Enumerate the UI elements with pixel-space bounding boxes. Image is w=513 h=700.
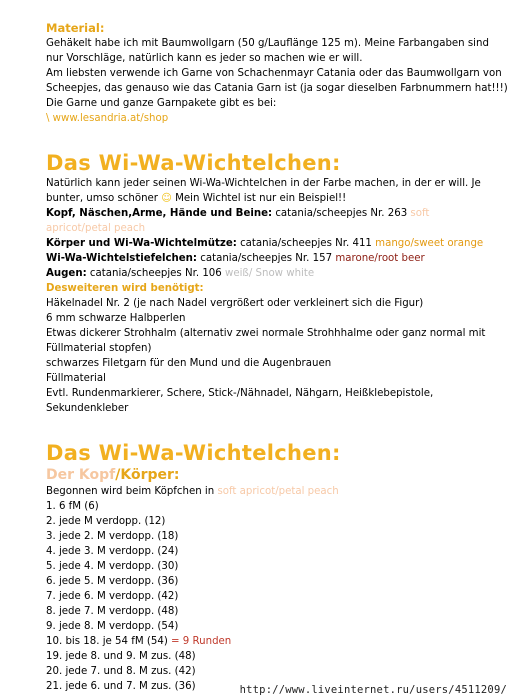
intro-line-2 xyxy=(46,191,486,206)
supply-item: Evtl. Rundenmarkierer, Schere, Stick-/Nähnadel, Nähgarn, Heißklebepistole, xyxy=(46,388,434,399)
begin-color: soft apricot/petal peach xyxy=(217,486,339,497)
pattern-row: 7. jede 6. M verdopp. (42) xyxy=(46,591,179,602)
smiley-icon: ☺ xyxy=(161,193,172,204)
color-spec-name: marone/root beer xyxy=(335,253,425,264)
supply-item: Sekundenkleber xyxy=(46,403,129,414)
color-spec-name: soft apricot/petal peach xyxy=(46,208,430,234)
material-line: Die Garne und ganze Garnpakete gibt es bei: xyxy=(46,98,277,109)
color-spec-line xyxy=(46,266,486,281)
intro-text: bunter, umso schöner xyxy=(46,193,158,204)
pattern-row: 20. jede 7. und 8. M zus. (42) xyxy=(46,666,196,677)
color-spec-label: Kopf, Näschen,Arme, Hände und Beine: xyxy=(46,208,273,219)
intro-text: Mein Wichtel ist nur ein Beispiel!! xyxy=(175,193,347,204)
color-spec-yarn: catania/scheepjes Nr. 106 xyxy=(86,268,225,279)
document-page xyxy=(46,20,508,694)
color-spec-line xyxy=(46,236,486,251)
color-spec-yarn: catania/scheepjes Nr. 411 xyxy=(236,238,376,249)
pattern-row-text: 10. bis 18. je 54 fM (54) xyxy=(46,636,168,647)
material-heading: Material: xyxy=(46,21,105,35)
color-spec-label: Körper und Wi-Wa-Wichtelmütze: xyxy=(46,238,237,249)
pattern-row: 4. jede 3. M verdopp. (24) xyxy=(46,546,179,557)
material-line: Gehäkelt habe ich mit Baumwollgarn (50 g/Lauflänge 125 m). Meine Farbangaben sind xyxy=(46,38,489,49)
subsection-title-part: Der Kopf xyxy=(46,467,116,483)
material-line: nur Vorschläge, natürlich kann es jeder so machen wie er will. xyxy=(46,53,363,64)
supply-item: schwarzes Filetgarn für den Mund und die Augenbrauen xyxy=(46,358,332,369)
color-spec-label: Augen: xyxy=(46,268,87,279)
section-title: Das Wi-Wa-Wichtelchen: xyxy=(46,151,341,175)
pattern-row: 2. jede M verdopp. (12) xyxy=(46,516,166,527)
subsection-title xyxy=(46,466,486,484)
material-line: Scheepjes, das genauso wie das Catania Garn ist (ja sogar dieselben Farbnummern hat!!!) xyxy=(46,83,508,94)
pattern-row xyxy=(46,634,486,649)
material-line: Am liebsten verwende ich Garne von Schachenmayr Catania oder das Baumwollgarn von xyxy=(46,68,502,79)
pattern-row: 3. jede 2. M verdopp. (18) xyxy=(46,531,179,542)
color-spec-label: Wi-Wa-Wichtelstiefelchen: xyxy=(46,253,198,264)
supply-item: 6 mm schwarze Halbperlen xyxy=(46,313,186,324)
section-title: Das Wi-Wa-Wichtelchen: xyxy=(46,441,341,465)
color-spec-yarn: catania/scheepjes Nr. 263 xyxy=(272,208,411,219)
supply-item: Etwas dickerer Strohhalm (alternativ zwei normale Strohhhalme oder ganz normal mit xyxy=(46,328,486,339)
pattern-row: 21. jede 6. und 7. M zus. (36) xyxy=(46,681,196,692)
pattern-row-note: = 9 Runden xyxy=(167,636,232,647)
supply-item: Füllmaterial stopfen) xyxy=(46,343,152,354)
further-heading: Desweiteren wird benötigt: xyxy=(46,283,204,294)
color-spec-line xyxy=(46,206,466,236)
watermark-url: http://www.liveinternet.ru/users/4511209/ xyxy=(239,684,507,696)
begin-line xyxy=(46,484,486,499)
subsection-title-part: /Körper: xyxy=(115,467,180,483)
shop-link[interactable]: \ www.lesandria.at/shop xyxy=(46,113,169,124)
pattern-row: 19. jede 8. und 9. M zus. (48) xyxy=(46,651,196,662)
pattern-row: 6. jede 5. M verdopp. (36) xyxy=(46,576,179,587)
supply-item: Häkelnadel Nr. 2 (je nach Nadel vergrößert oder verkleinert sich die Figur) xyxy=(46,298,424,309)
color-spec-yarn: catania/scheepjes Nr. 157 xyxy=(197,253,336,264)
pattern-row: 1. 6 fM (6) xyxy=(46,501,99,512)
supply-item: Füllmaterial xyxy=(46,373,106,384)
pattern-row: 8. jede 7. M verdopp. (48) xyxy=(46,606,179,617)
color-spec-name: weiß/ Snow white xyxy=(225,268,315,279)
color-spec-line xyxy=(46,251,486,266)
begin-text: Begonnen wird beim Köpfchen in xyxy=(46,486,218,497)
pattern-row: 9. jede 8. M verdopp. (54) xyxy=(46,621,179,632)
color-spec-name: mango/sweet orange xyxy=(375,238,484,249)
intro-line: Natürlich kann jeder seinen Wi-Wa-Wichtelchen in der Farbe machen, in der er will. Je xyxy=(46,178,481,189)
pattern-row: 5. jede 4. M verdopp. (30) xyxy=(46,561,179,572)
